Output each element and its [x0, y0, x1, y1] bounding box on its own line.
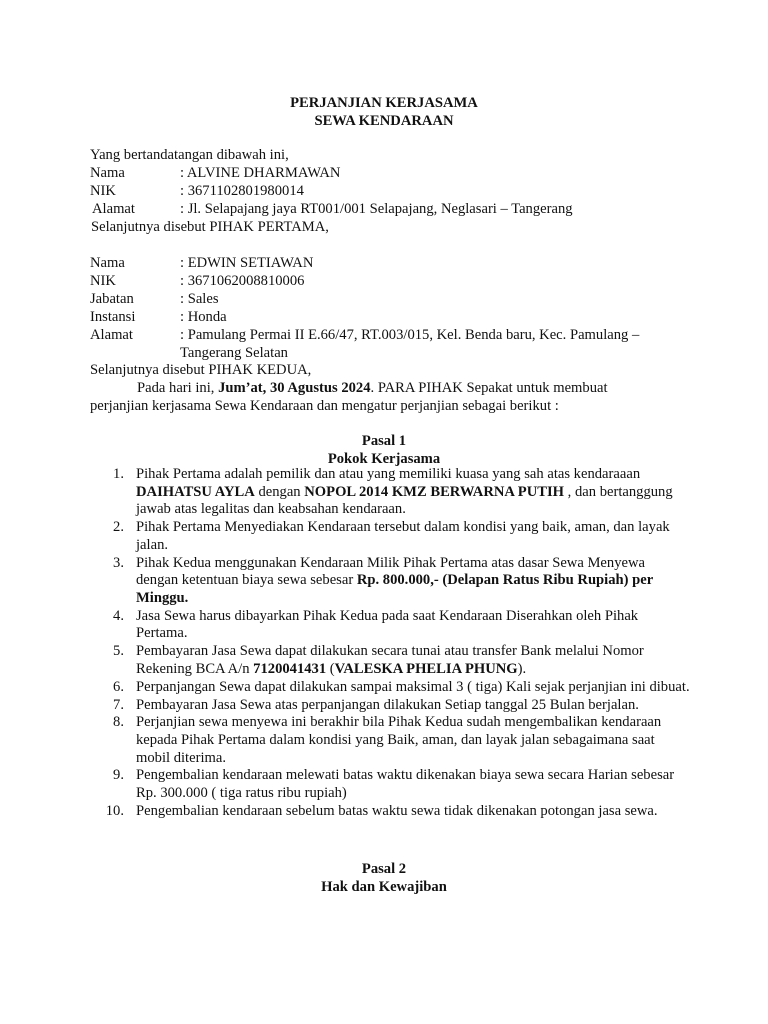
clause-number: 5.	[113, 643, 124, 660]
clause-text: (	[326, 660, 335, 677]
clause-text: Jasa Sewa harus dibayarkan Pihak Kedua pada saat Kendaraan Diserahkan oleh Pihak Pertama.	[136, 607, 639, 642]
intro-text: Yang bertandatangan dibawah ini,	[90, 147, 289, 163]
clause-text: dengan	[254, 483, 305, 500]
pasal-1-title: Pasal 1	[361, 433, 407, 449]
party-1-designation: Selanjutnya disebut PIHAK PERTAMA,	[91, 219, 329, 235]
party-2-alamat-value-line-1: : Pamulang Permai II E.66/47, RT.003/015, Kel. Benda baru, Kec. Pamulang –	[180, 327, 640, 343]
preamble-text: Pada hari ini,	[137, 380, 219, 396]
clause-text: Perjanjian sewa menyewa ini berakhir bila Pihak Kedua sudah mengembalikan kendaraan kepada Pihak Pertama dalam kondisi yang Baik, aman, dan layak jalan sebagaimana saat mobil diterima.	[136, 714, 662, 766]
party-2-nama-label: Nama	[90, 255, 125, 271]
clause-item	[90, 555, 690, 608]
party-2-nik-value: : 3671062008810006	[180, 273, 305, 289]
pasal-2-title: Pasal 2	[361, 861, 407, 877]
party-2-instansi-value: : Honda	[180, 309, 227, 325]
party-2-designation: Selanjutnya disebut PIHAK KEDUA,	[90, 362, 312, 378]
document-title-line-2: SEWA KENDARAAN	[314, 113, 454, 129]
clause-item	[90, 679, 690, 697]
party-1-nik-label: NIK	[90, 183, 116, 199]
account-number: 7120041431	[253, 660, 327, 677]
clause-text: Pihak Pertama Menyediakan Kendaraan tersebut dalam kondisi yang baik, aman, dan layak jalan.	[136, 519, 670, 553]
clause-number: 6.	[113, 678, 124, 695]
pasal-1-clause-list	[90, 466, 690, 821]
preamble-line-2: perjanjian kerjasama Sewa Kendaraan dan mengatur perjanjian sebagai berikut :	[90, 398, 559, 414]
preamble-line-1	[137, 379, 608, 397]
clause-number: 9.	[113, 767, 124, 784]
clause-text: ).	[517, 660, 527, 677]
party-2-jabatan-label: Jabatan	[90, 291, 134, 307]
clause-number: 8.	[113, 714, 124, 731]
clause-text: Pengembalian kendaraan sebelum batas waktu sewa tidak dikenakan potongan jasa sewa.	[136, 802, 658, 819]
rental-fee: Rp. 800.000,- (Delapan Ratus Ribu Rupiah) per Minggu.	[136, 572, 653, 606]
clause-text: Perpanjangan Sewa dapat dilakukan sampai maksimal 3 ( tiga) Kali sejak perjanjian ini dibuat.	[136, 678, 690, 695]
party-2-nik-label: NIK	[90, 273, 116, 289]
clause-text: Pembayaran Jasa Sewa atas perpanjangan dilakukan Setiap tanggal 25 Bulan berjalan.	[136, 696, 639, 713]
clause-text: Pembayaran Jasa Sewa dapat dilakukan secara tunai atau transfer Bank melalui Nomor Rekening BCA A/n	[136, 643, 644, 677]
preamble-date: Jum’at, 30 Agustus 2024	[218, 380, 371, 396]
party-1-alamat-label: Alamat	[92, 201, 135, 217]
preamble-text: . PARA PIHAK Sepakat untuk membuat	[370, 380, 608, 396]
clause-item	[90, 697, 690, 715]
clause-item	[90, 803, 690, 821]
clause-number: 7.	[113, 696, 124, 713]
clause-item	[90, 608, 690, 643]
party-2-alamat-label: Alamat	[90, 327, 133, 343]
document-title-line-1: PERJANJIAN KERJASAMA	[290, 95, 478, 111]
clause-item	[90, 767, 690, 802]
clause-text: Pengembalian kendaraan melewati batas waktu dikenakan biaya sewa secara Harian sebesar Rp. 300.000 ( tiga ratus ribu rupiah)	[136, 767, 675, 802]
pasal-1-subtitle: Pokok Kerjasama	[327, 451, 441, 467]
clause-number: 3.	[113, 554, 124, 571]
party-1-nama-label: Nama	[90, 165, 125, 181]
clause-item	[90, 643, 690, 678]
party-1-nama-value: : ALVINE DHARMAWAN	[180, 165, 341, 181]
party-2-jabatan-value: : Sales	[180, 291, 219, 307]
party-2-nama-value: : EDWIN SETIAWAN	[180, 255, 314, 271]
vehicle-plate: NOPOL 2014 KMZ BERWARNA PUTIH	[304, 483, 565, 500]
party-2-alamat-value-line-2: Tangerang Selatan	[180, 345, 288, 361]
clause-item	[90, 714, 690, 767]
party-2-instansi-label: Instansi	[90, 309, 136, 325]
pasal-2-subtitle: Hak dan Kewajiban	[321, 879, 447, 895]
party-1-nik-value: : 3671102801980014	[180, 183, 304, 199]
clause-number: 2.	[113, 519, 124, 536]
vehicle-model: DAIHATSU AYLA	[136, 483, 255, 500]
clause-number: 1.	[113, 466, 124, 482]
clause-number: 4.	[113, 607, 124, 624]
clause-text: Pihak Kedua menggunakan Kendaraan Milik Pihak Pertama atas dasar Sewa Menyewa dengan ketentuan biaya sewa sebesar	[136, 554, 645, 589]
account-holder: VALESKA PHELIA PHUNG	[334, 660, 518, 677]
party-1-alamat-value: : Jl. Selapajang jaya RT001/001 Selapajang, Neglasari – Tangerang	[180, 201, 573, 217]
clause-number: 10.	[105, 802, 124, 819]
clause-text: , dan bertanggung jawab atas legalitas dan keabsahan kendaraan.	[136, 483, 673, 518]
clause-item	[90, 519, 690, 554]
clause-text: Pihak Pertama adalah pemilik dan atau yang memiliki kuasa yang sah atas kendaraaan	[136, 466, 641, 482]
clause-item	[90, 466, 690, 519]
